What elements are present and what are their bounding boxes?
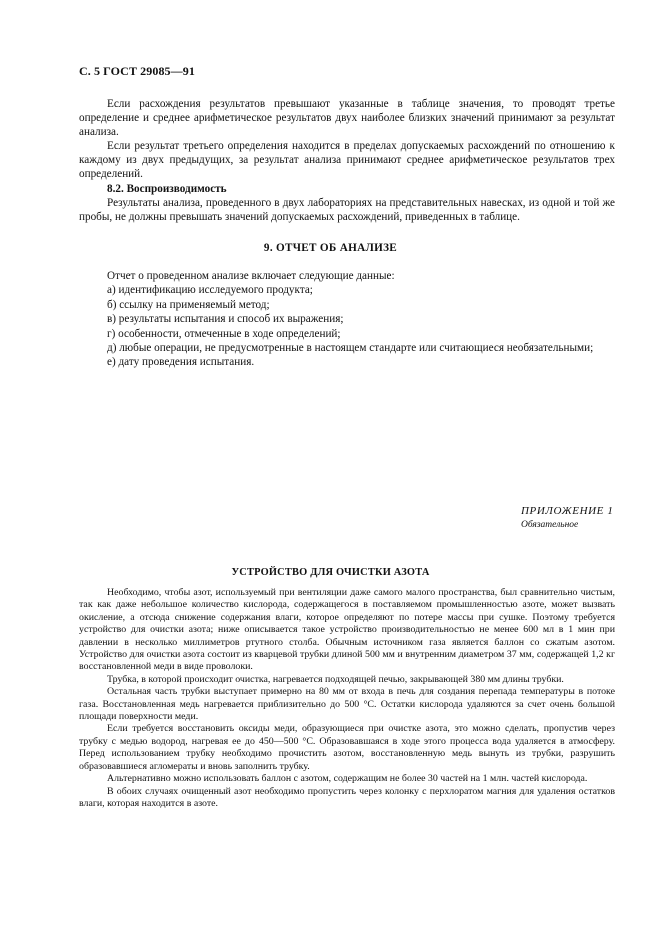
paragraph: В обоих случаях очищенный азот необходимо пропустить через колонку с перхлоратом магния для удаления остатков влаги, которая находится в азоте. — [79, 785, 615, 809]
list-item: б) ссылку на применяемый метод; — [107, 298, 270, 311]
appendix-label — [521, 505, 613, 532]
list-item: а) идентификацию исследуемого продукта; — [107, 284, 313, 297]
page-header: С. 5 ГОСТ 29085—91 — [79, 64, 195, 78]
list-item: е) дату проведения испытания. — [107, 356, 255, 369]
paragraph: Результаты анализа, проведенного в двух лабораториях на представительных навесках, из одной и той же пробы, не должны превышать значений допускаемых расхождений, приведенных в таблице. — [79, 196, 615, 223]
appendix-status: Обязательное — [521, 519, 579, 530]
report-list — [79, 269, 615, 370]
section-9-heading: 9. ОТЧЕТ ОБ АНАЛИЗЕ — [263, 242, 398, 254]
list-item: г) особенности, отмеченные в ходе определений; — [107, 327, 341, 340]
appendix-text — [79, 587, 615, 810]
appendix-title: УСТРОЙСТВО ДЛЯ ОЧИСТКИ АЗОТА — [231, 567, 430, 578]
list-item: д) любые операции, не предусмотренные в настоящем стандарте или считающиеся необязательными; — [107, 342, 594, 355]
list-intro: Отчет о проведенном анализе включает следующие данные: — [107, 270, 395, 282]
paragraph: Альтернативно можно использовать баллон с азотом, содержащим не более 30 частей на 1 млн. частей кислорода. — [107, 773, 588, 785]
paragraph: Остальная часть трубки выступает примерно на 80 мм от входа в печь для создания перепада температуры в потоке газа. Восстановленная медь нагревается приблизительно до 500 °С. Остатки кислорода удаляются за счет очень большой площади поверхности меди. — [79, 686, 615, 723]
section-8-text — [79, 97, 615, 224]
list-item: в) результаты испытания и способ их выражения; — [107, 313, 344, 326]
paragraph: Если результат третьего определения находится в пределах допускаемых расхождений по отношению к каждому из двух предыдущих, за результат анализа принимают среднее арифметическое результатов трех определений. — [79, 140, 615, 181]
paragraph: Необходимо, чтобы азот, используемый при вентиляции даже самого малого пространства, был сравнительно чистым, так как даже небольшое количество кислорода, содержащегося в поставляемом промышленностью азоте, может вызвать окисление, а отсюда снижение содержания влаги, которое определяют по потере массы при сушке. Поэтому требуется устройство для очистки азота; ниже описывается такое устройство производительностью не менее 600 мл в 1 мин при давлении в несколько миллиметров ртутного столба. Обычным источником газа является баллон со сжатым азотом. Устройство для очистки азота состоит из кварцевой трубки длиной 500 мм и внутренним диаметром 37 мм, содержащей 1,2 кг восстановленной меди в виде проволоки. — [79, 587, 615, 673]
paragraph: Если расхождения результатов превышают указанные в таблице значения, то проводят третье определение и среднее арифметическое результатов двух наиболее близких значений принимают за результат анализа. — [79, 98, 615, 139]
subheading-reproducibility: 8.2. Воспроизводимость — [107, 182, 227, 195]
paragraph: Трубка, в которой происходит очистка, нагревается подходящей печью, закрывающей 380 мм длины трубки. — [107, 673, 564, 685]
paragraph: Если требуется восстановить оксиды меди, образующиеся при очистке азота, это можно сделать, пропустив через трубку с медью водород, нагревая ее до 450—500 °С. Образовавшаяся в ходе этого процесса вода удаляется в атмосферу. Перед использованием трубку необходимо прочистить азотом, восстановленную медь вынуть из трубки, разрушить образовавшиеся агломераты и вновь заполнить трубку. — [79, 723, 615, 772]
appendix-number: ПРИЛОЖЕНИЕ 1 — [521, 505, 614, 517]
